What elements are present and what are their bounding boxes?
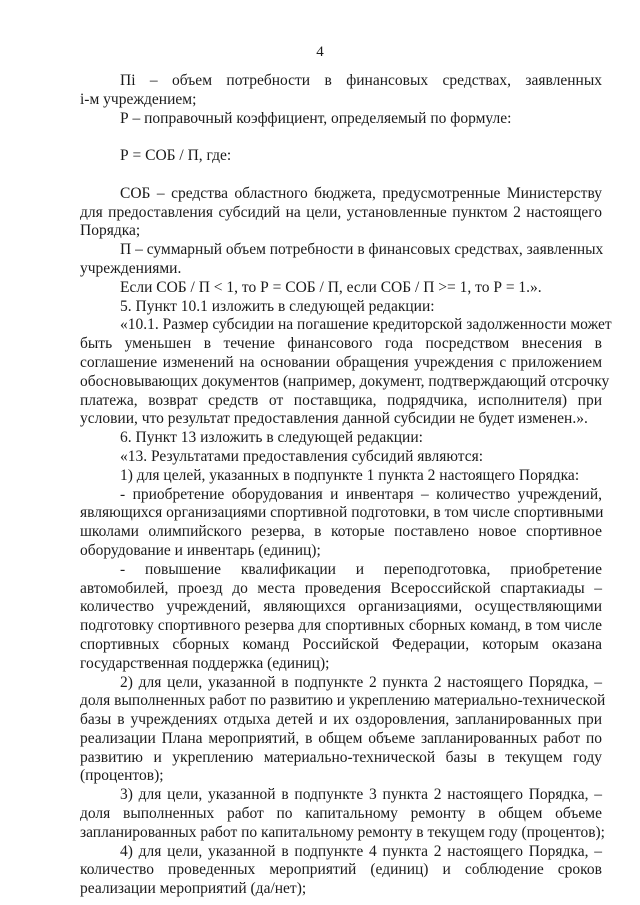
text-line: школами олимпийского резерва, в которые поставлено новое спортивное [80, 523, 602, 541]
text-line: 3) для цели, указанной в подпункте 3 пункта 2 настоящего Порядка, – [120, 786, 602, 804]
text-line: условии, что результат предоставления данной субсидии не будет изменен.». [80, 410, 588, 428]
text-line: i-м учреждением; [80, 90, 197, 108]
page-number: 4 [316, 44, 324, 60]
text-line: являющихся организациями спортивной подготовки, в том числе спортивными [80, 504, 604, 522]
text-line: быть уменьшен в течение финансового года посредством внесения в [80, 335, 602, 353]
blank-line [80, 128, 602, 147]
text-line: «13. Результатами предоставления субсидий являются: [120, 447, 484, 465]
text-line: подготовку спортивного резерва для спортивных сборных команд, в том числе [80, 617, 602, 635]
text-line: 6. Пункт 13 изложить в следующей редакции: [120, 429, 423, 447]
text-line: доля выполненных работ по развитию и укреплению материально-технической [80, 692, 606, 710]
text-line: П – суммарный объем потребности в финансовых средствах, заявленных [120, 241, 604, 259]
text-line: СОБ – средства областного бюджета, предусмотренные Министерству [120, 184, 602, 202]
text-line: (процентов); [80, 767, 164, 785]
text-line: реализации мероприятий (да/нет); [80, 880, 307, 898]
text-line: 4) для цели, указанной в подпункте 4 пункта 2 настоящего Порядка, – [120, 842, 602, 860]
text-line: - приобретение оборудования и инвентаря – количество учреждений, [120, 485, 602, 503]
text-line: государственная поддержка (единиц); [80, 654, 330, 672]
text-line: Р – поправочный коэффициент, определяемый по формуле: [120, 109, 512, 127]
text-line: развитию и укреплению материально-технической базы в текущем году [80, 748, 602, 766]
text-line: реализации Плана мероприятий, в общем объеме запланированных работ по [80, 729, 602, 747]
text-line: платежа, возврат средств от поставщика, подрядчика, исполнителя) при [80, 391, 602, 409]
text-line: 1) для целей, указанных в подпункте 1 пункта 2 настоящего Порядка: [120, 466, 580, 484]
text-line: Р = СОБ / П, где: [120, 147, 232, 165]
text-line: количество проведенных мероприятий (единиц) и соблюдение сроков [80, 861, 602, 879]
text-line: доля выполненных работ по капитальному ремонту в общем объеме [80, 805, 602, 823]
text-line: базы в учреждениях отдыха детей и их оздоровления, запланированных при [80, 711, 602, 729]
text-line: 2) для цели, указанной в подпункте 2 пункта 2 настоящего Порядка, – [120, 673, 602, 691]
text-line: соглашение изменений на основании обращения учреждения с приложением [80, 353, 602, 371]
text-line: обосновывающих документов (например, документ, подтверждающий отсрочку [80, 372, 610, 390]
text-line: - повышение квалификации и переподготовка, приобретение [120, 560, 602, 578]
text-line: 5. Пункт 10.1 изложить в следующей редакции: [120, 297, 435, 315]
document-body [80, 72, 612, 899]
text-line: запланированных работ по капитальному ремонту в текущем году (процентов); [80, 823, 605, 841]
text-line: учреждениями. [80, 259, 182, 277]
text-line: Пi – объем потребности в финансовых средствах, заявленных [120, 72, 602, 89]
blank-line [80, 166, 602, 185]
text-line: «10.1. Размер субсидии на погашение кредиторской задолженности может [120, 316, 612, 334]
text-line: количество учреждений, являющихся организациями, осуществляющими [80, 598, 602, 616]
text-line: спортивных сборных команд Российской Федерации, которым оказана [80, 635, 602, 653]
text-line: Порядка; [80, 222, 141, 240]
text-line: Если СОБ / П < 1, то Р = СОБ / П, если СОБ / П >= 1, то Р = 1.». [120, 278, 542, 296]
text-line: оборудование и инвентарь (единиц); [80, 541, 321, 559]
text-line: для предоставления субсидий на цели, установленные пунктом 2 настоящего [80, 203, 602, 221]
text-line: автомобилей, проезд до места проведения Всероссийской спартакиады – [80, 579, 602, 597]
